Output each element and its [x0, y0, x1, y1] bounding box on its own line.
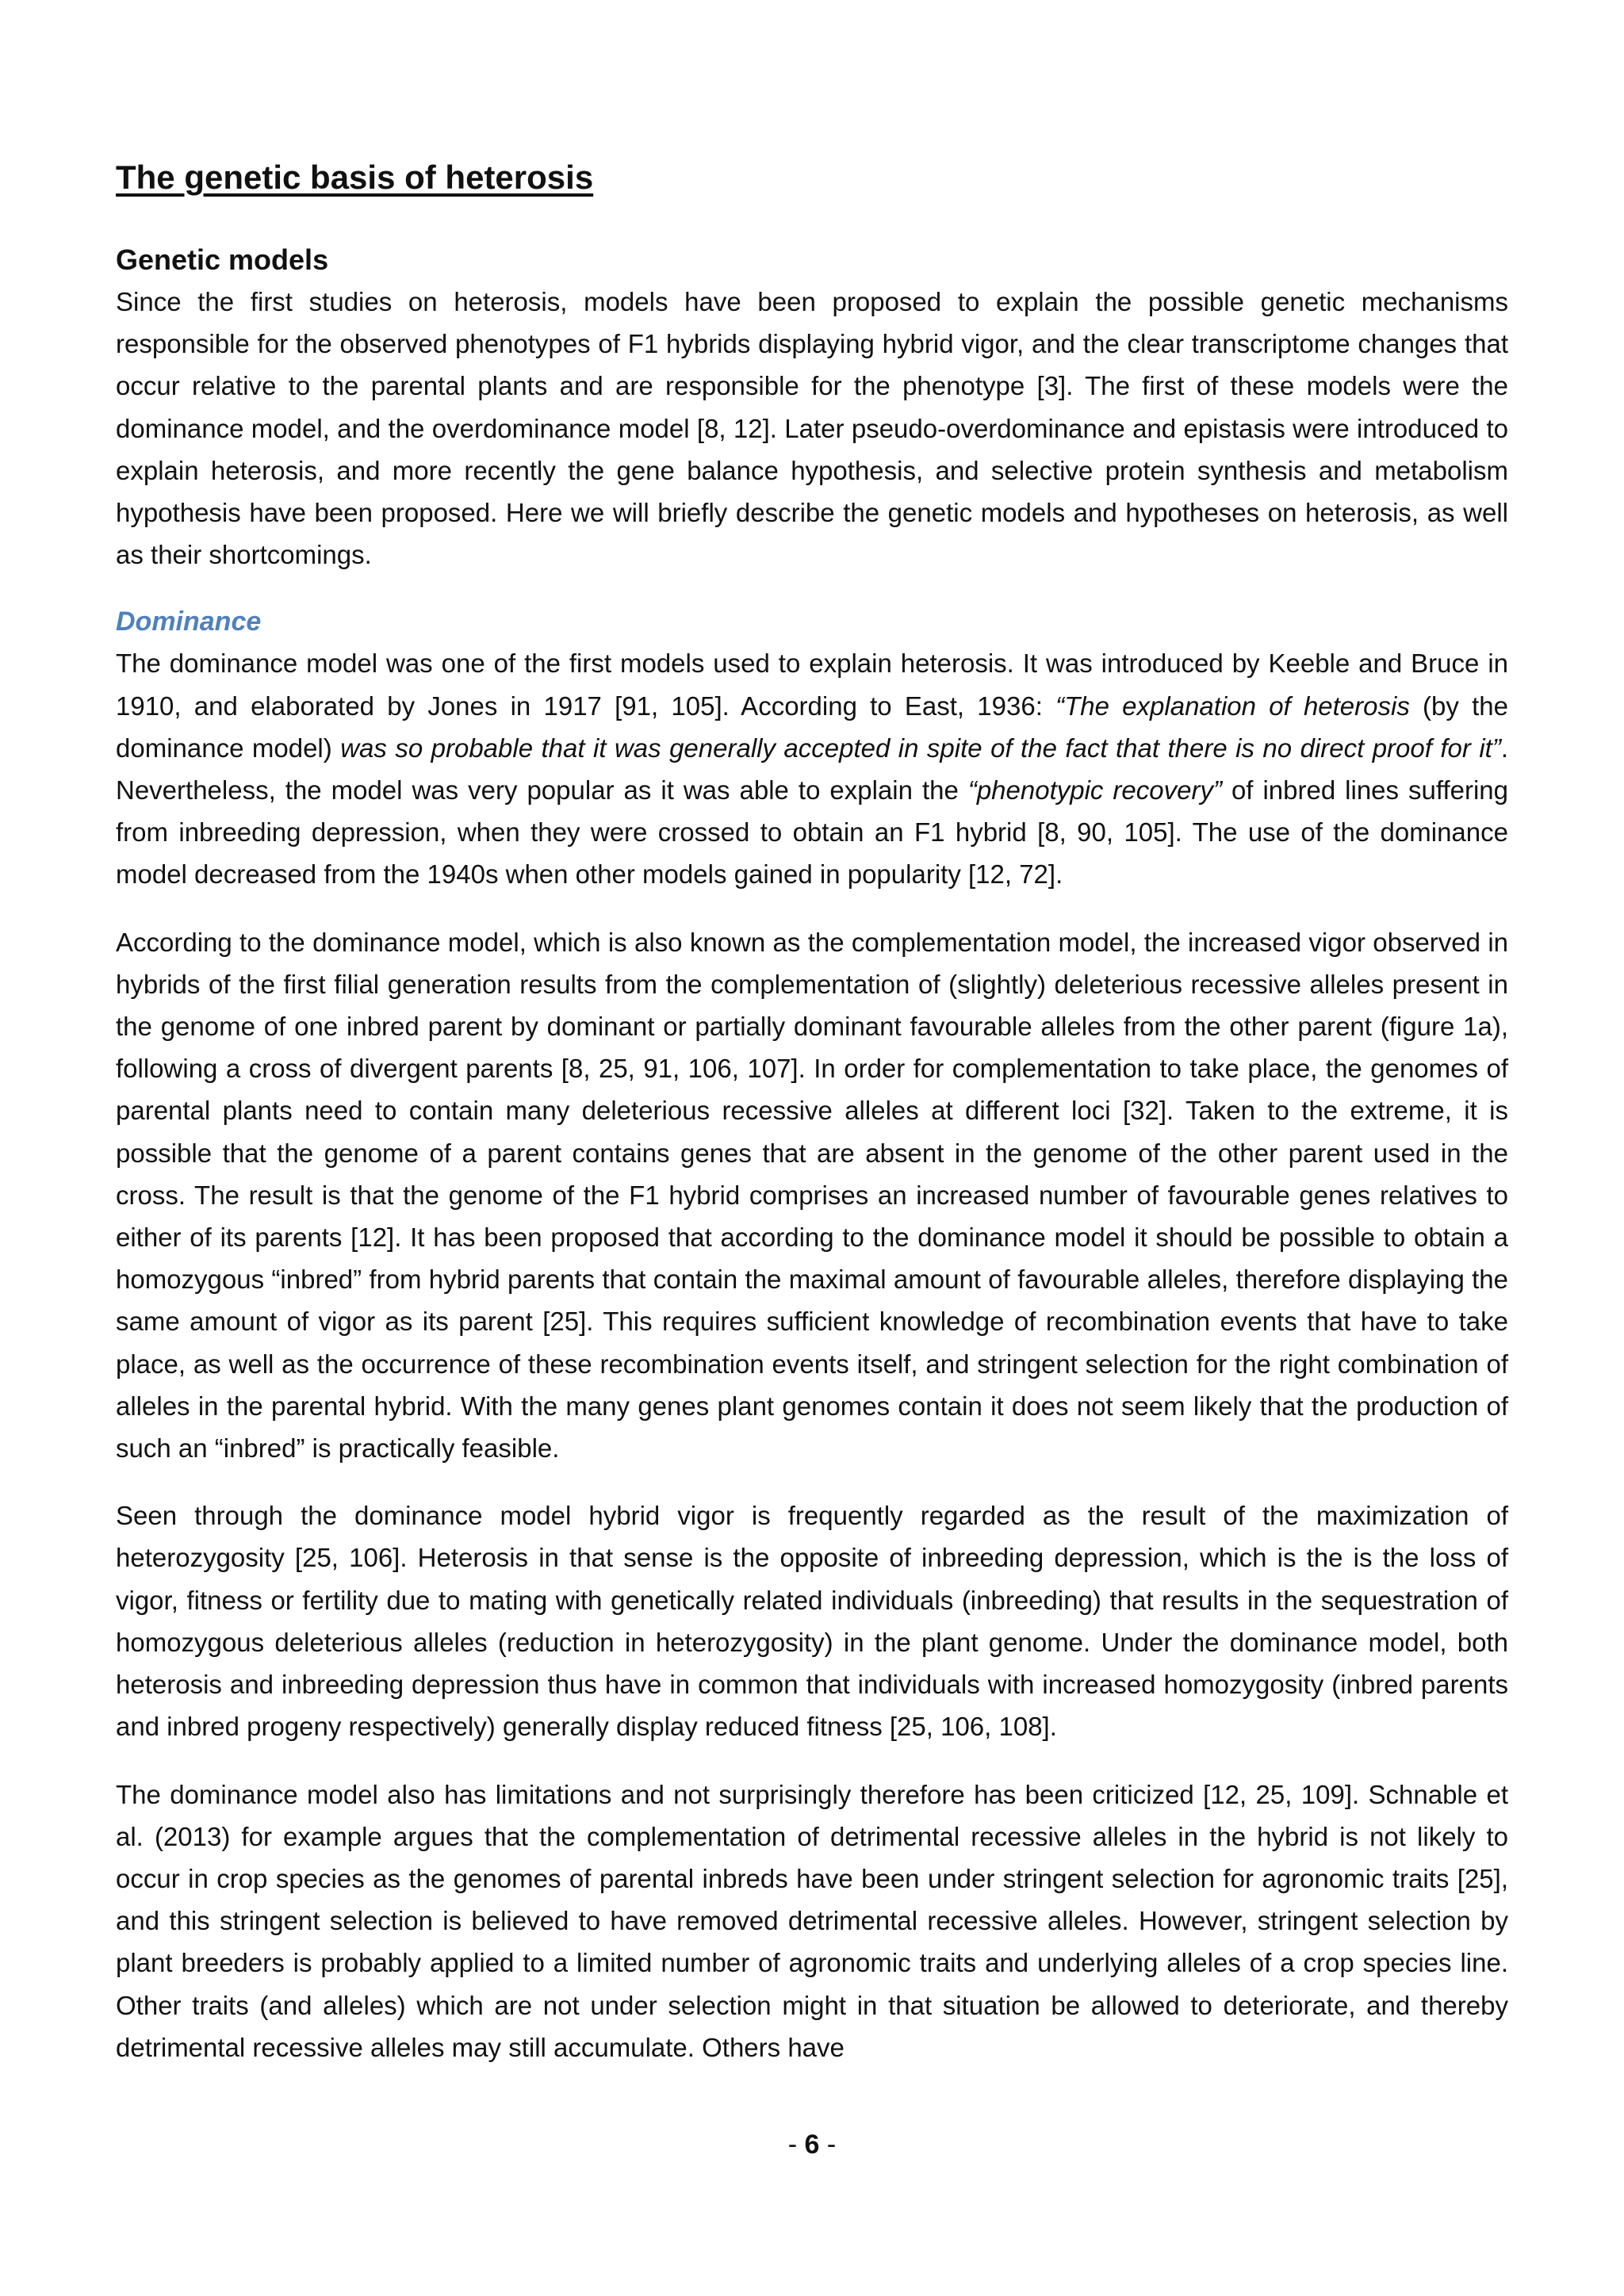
quote-phenotypic-recovery: “phenotypic recovery” [967, 775, 1222, 806]
quote-east-part2: was so probable that it was generally accepted in spite of the fact that there is no direct proof for it” [340, 733, 1501, 763]
heading-dominance: Dominance [116, 607, 262, 637]
paragraph-dominance-1 [116, 642, 1508, 895]
text-run: (by the dominance model) [116, 691, 1508, 763]
page-number-suffix: - [819, 2130, 837, 2160]
page-number [0, 2125, 1624, 2164]
quote-east-part1: “The explanation of heterosis [1055, 691, 1410, 721]
page-number-prefix: - [787, 2130, 805, 2160]
paragraph-dominance-2: According to the dominance model, which is also known as the complementation model, the increased vigor observed in hybrids of the first filial generation results from the complementation of (slightly) deleterious recessive alleles present in the genome of one inbred parent by dominant or partially dominant favourable alleles from the other parent (figure 1a), following a cross of divergent parents [8, 25, 91, 106, 107]. In order for complementation to take place, the genomes of parental plants need to contain many deleterious recessive alleles at different loci [32]. Taken to the extreme, it is possible that the genome of a parent contains genes that are absent in the genome of the other parent used in the cross. The result is that the genome of the F1 hybrid comprises an increased number of favourable genes relatives to either of its parents [12]. It has been proposed that according to the dominance model it should be possible to obtain a homozygous “inbred” from hybrid parents that contain the maximal amount of favourable alleles, therefore displaying the same amount of vigor as its parent [25]. This requires sufficient knowledge of recombination events that have to take place, as well as the occurrence of these recombination events itself, and stringent selection for the right combination of alleles in the parental hybrid. With the many genes plant genomes contain it does not seem likely that the production of such an “inbred” is practically feasible. [116, 927, 1508, 1464]
page-content [116, 155, 1508, 2094]
text-run: The dominance model was one of the first models used to explain heterosis. It was introduced by Keeble and Bruce in 1910, and elaborated by Jones in 1917 [91, 105]. According to East, 1936: [116, 649, 1508, 721]
paragraph-dominance-4: The dominance model also has limitations and not surprisingly therefore has been criticized [12, 25, 109]. Schnable et al. (2013) for example argues that the complementation of detrimental recessive alleles in the hybrid is not likely to occur in crop species as the genomes of parental inbreds have been under stringent selection for agronomic traits [25], and this stringent selection is believed to have removed detrimental recessive alleles. However, stringent selection by plant breeders is probably applied to a limited number of agronomic traits and underlying alleles of a crop species line. Other traits (and alleles) which are not under selection might in that situation be allowed to deteriorate, and thereby detrimental recessive alleles may still accumulate. Others have [116, 1779, 1508, 2062]
heading-genetic-models: Genetic models [116, 243, 329, 276]
paragraph-genetic-models-1: Since the first studies on heterosis, models have been proposed to explain the possible genetic mechanisms responsible for the observed phenotypes of F1 hybrids displaying hybrid vigor, and the clear transcriptome changes that occur relative to the parental plants and are responsible for the phenotype [3]. The first of these models were the dominance model, and the overdominance model [8, 12]. Later pseudo-overdominance and epistasis were introduced to explain heterosis, and more recently the gene balance hypothesis, and selective protein synthesis and metabolism hypothesis have been proposed. Here we will briefly describe the genetic models and hypotheses on heterosis, as well as their shortcomings. [116, 287, 1508, 570]
page-number-value: 6 [804, 2130, 820, 2160]
text-run: . Nevertheless, the model was very popular as it was able to explain the [116, 733, 1508, 806]
section-title: The genetic basis of heterosis [116, 159, 594, 196]
text-run: of inbred lines suffering from inbreeding depression, when they were crossed to obtain an F1 hybrid [8, 90, 105]. The use of the dominance model decreased from the 1940s when other models gained in popularity [12, 72]. [116, 775, 1508, 890]
paragraph-dominance-3: Seen through the dominance model hybrid vigor is frequently regarded as the result of the maximization of heterozygosity [25, 106]. Heterosis in that sense is the opposite of inbreeding depression, which is the is the loss of vigor, fitness or fertility due to mating with genetically related individuals (inbreeding) that results in the sequestration of homozygous deleterious alleles (reduction in heterozygosity) in the plant genome. Under the dominance model, both heterosis and inbreeding depression thus have in common that individuals with increased homozygosity (inbred parents and inbred progeny respectively) generally display reduced fitness [25, 106, 108]. [116, 1501, 1508, 1742]
